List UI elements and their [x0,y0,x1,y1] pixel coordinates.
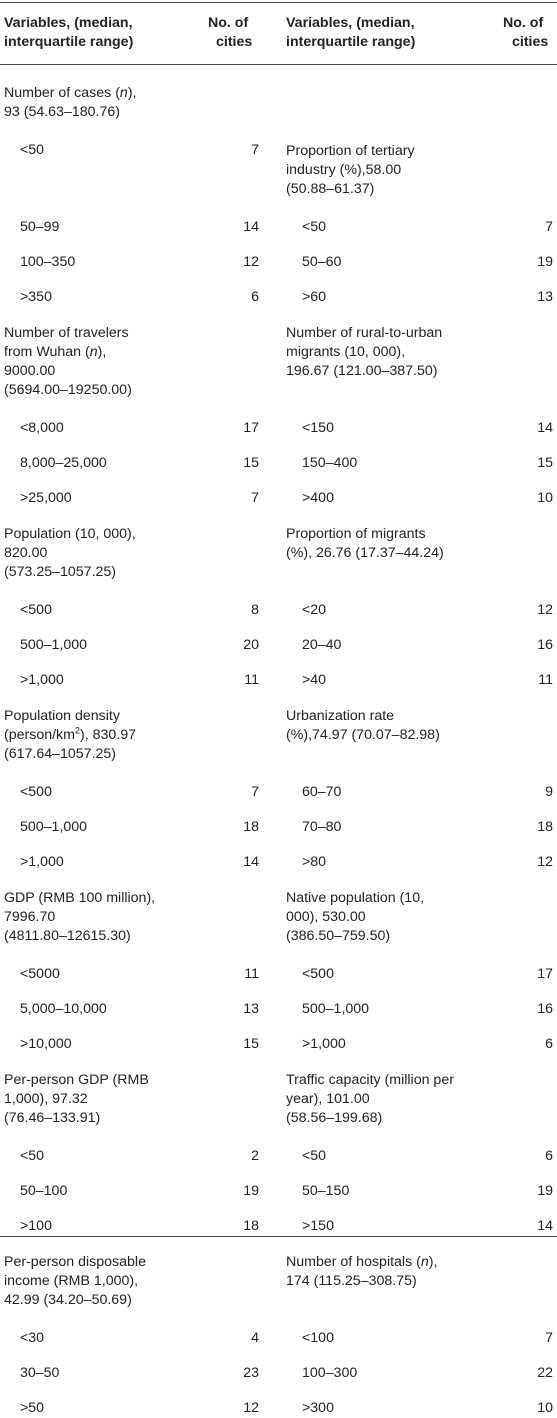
variable-label-line: 196.67 (121.00–387.50) [286,363,438,379]
variable-label-line: 9000.00 [4,363,56,379]
category-label: >400 [302,490,334,506]
category-label: 50–100 [20,1183,68,1199]
variable-label-line: (4811.80–12615.30) [4,928,131,944]
variable-label-line: 1,000), 97.32 [4,1091,88,1107]
variable-label-line: $(person/km^2)$, 830.97 [4,725,136,743]
city-count: 17 [537,966,553,982]
city-count: 14 [243,219,259,235]
city-count: 14 [243,854,259,870]
variable-label-line: Urbanization rate [286,708,395,724]
variable-label-line: 7996.70 [4,909,56,925]
city-count: 17 [243,420,259,436]
variable-label [286,1253,437,1291]
variable-label-line: Proportion of tertiary [286,143,415,159]
header-rule [0,64,557,65]
header-right-count [503,14,557,52]
category-label: 100–300 [302,1365,358,1381]
variable-label-line: (386.50–759.50) [286,928,391,944]
variable-label-line: (%), 26.76 (17.37–44.24) [286,545,444,561]
variable-label [4,525,136,582]
city-count: 7 [251,784,259,800]
category-label: <50 [20,1148,45,1164]
category-label: 60–70 [302,784,342,800]
variable-label-line: Number of hospitals (n), [286,1254,438,1270]
variable-label-line: Number of rural-to-urban [286,325,443,341]
category-label: <30 [20,1330,45,1346]
category-label: <50 [302,219,327,235]
city-count: 12 [537,602,553,618]
category-label: >80 [302,854,327,870]
city-count: 16 [537,1001,553,1017]
variable-label [4,889,155,946]
variable-label-line: Per-person disposable [4,1254,146,1270]
bottom-rule [0,1236,557,1237]
variable-label-line: Proportion of migrants [286,526,426,542]
variable-label [4,707,136,764]
category-label: >300 [302,1400,334,1416]
header-left-variable-line2: interquartile range) [4,34,134,50]
category-label: 50–99 [20,219,60,235]
category-label: 500–1,000 [302,1001,370,1017]
variable-label [286,889,424,946]
city-count: 8 [251,602,259,618]
header-right-count-line1: No. of [503,15,544,31]
city-count: 14 [537,420,553,436]
variable-label-line: 42.99 (34.20–50.69) [4,1292,132,1308]
variable-label-line: (58.56–199.68) [286,1110,383,1126]
city-count: 12 [537,854,553,870]
header-left-count [208,14,266,52]
header-left-variable [4,14,133,52]
city-count: 12 [243,254,259,270]
category-label: <5000 [20,966,60,982]
variable-label-line: from Wuhan (n), [4,344,107,360]
variable-label-line: 93 (54.63–180.76) [4,104,120,120]
city-count: 7 [545,1330,553,1346]
category-label: >100 [20,1218,52,1234]
city-count: 15 [243,1036,259,1052]
category-label: >1,000 [20,672,64,688]
city-count: 2 [251,1148,259,1164]
city-count: 15 [243,455,259,471]
category-label: 100–350 [20,254,76,270]
header-right-variable-line1: Variables, (median, [286,15,415,31]
header-right-variable-line2: interquartile range) [286,34,416,50]
variable-label-line: GDP (RMB 100 million), [4,890,156,906]
city-count: 23 [243,1365,259,1381]
header-right-count-line2: cities [512,34,549,50]
city-count: 11 [538,672,553,688]
category-label: <20 [302,602,327,618]
category-label: >150 [302,1218,334,1234]
variable-label-line: (%),74.97 (70.07–82.98) [286,727,440,743]
city-count: 18 [243,1218,259,1234]
category-label: 50–60 [302,254,342,270]
variable-label-line: Population (10, 000), [4,526,136,542]
variable-label-line: industry (%),58.00 [286,162,402,178]
city-count: 14 [537,1218,553,1234]
category-label: >40 [302,672,327,688]
city-count: 6 [545,1148,553,1164]
variable-label-line: Per-person GDP (RMB [4,1072,149,1088]
category-label: >60 [302,289,327,305]
category-label: <500 [20,602,52,618]
category-label: >1,000 [20,854,64,870]
category-label: >25,000 [20,490,72,506]
variable-label-line: Native population (10, [286,890,425,906]
city-count: 7 [545,219,553,235]
city-count: 15 [537,455,553,471]
city-count: 22 [537,1365,553,1381]
category-label: 50–150 [302,1183,350,1199]
variable-label [286,142,415,199]
variable-label-line: (617.64–1057.25) [4,746,117,762]
category-label: 5,000–10,000 [20,1001,107,1017]
variable-label [286,707,440,745]
city-count: 11 [244,966,259,982]
category-label: <50 [20,142,45,158]
variable-label-line: (573.25–1057.25) [4,564,117,580]
category-label: 70–80 [302,819,342,835]
category-label: <50 [302,1148,327,1164]
category-label: <150 [302,420,334,436]
category-label: <100 [302,1330,334,1346]
category-label: 500–1,000 [20,637,88,653]
city-count: 20 [243,637,259,653]
category-label: 20–40 [302,637,342,653]
header-left-count-line1: No. of [208,15,249,31]
city-count: 7 [251,142,259,158]
variable-label-line: Population density [4,708,120,724]
category-label: <8,000 [20,420,64,436]
variable-label [286,1071,454,1128]
city-count: 13 [243,1001,259,1017]
category-label: 150–400 [302,455,358,471]
city-count: 13 [537,289,553,305]
variable-label-line: (50.88–61.37) [286,181,375,197]
variable-label-line: 820.00 [4,545,48,561]
city-count: 9 [545,784,553,800]
top-rule [0,2,557,3]
category-label: 8,000–25,000 [20,455,107,471]
variable-label [286,525,444,563]
variable-label-line: 174 (115.25–308.75) [286,1273,417,1289]
city-count: 4 [251,1330,259,1346]
variable-label-line: 000), 530.00 [286,909,366,925]
category-label: >1,000 [302,1036,346,1052]
variable-label-line: Traffic capacity (million per [286,1072,454,1088]
city-count: 18 [243,819,259,835]
city-count: 6 [251,289,259,305]
variable-label [4,1253,146,1310]
variable-label [4,324,132,400]
category-label: >350 [20,289,52,305]
city-count: 19 [537,1183,553,1199]
city-count: 18 [537,819,553,835]
city-count: 12 [243,1400,259,1416]
category-label: >50 [20,1400,45,1416]
city-count: 16 [537,637,553,653]
header-left-count-line2: cities [216,34,253,50]
category-label: 30–50 [20,1365,60,1381]
city-count: 6 [545,1036,553,1052]
variable-label-line: (5694.00–19250.00) [4,382,132,398]
city-count: 10 [537,490,553,506]
variable-label [286,324,442,381]
category-label: <500 [20,784,52,800]
city-count: 11 [244,672,259,688]
variable-label-line: Number of travelers [4,325,129,341]
variable-label-line: migrants (10, 000), [286,344,406,360]
header-right-variable [286,14,415,52]
variable-label-line: Number of cases (n), [4,85,137,101]
variable-label [4,1071,149,1128]
category-label: 500–1,000 [20,819,88,835]
variable-label-line: year), 101.00 [286,1091,370,1107]
city-count: 7 [251,490,259,506]
category-label: >10,000 [20,1036,72,1052]
variable-label-line: income (RMB 1,000), [4,1273,139,1289]
variable-label-line: (76.46–133.91) [4,1110,101,1126]
city-count: 19 [537,254,553,270]
variable-label [4,84,137,122]
city-count: 19 [243,1183,259,1199]
header-left-variable-line1: Variables, (median, [4,15,133,31]
category-label: <500 [302,966,334,982]
city-count: 10 [537,1400,553,1416]
